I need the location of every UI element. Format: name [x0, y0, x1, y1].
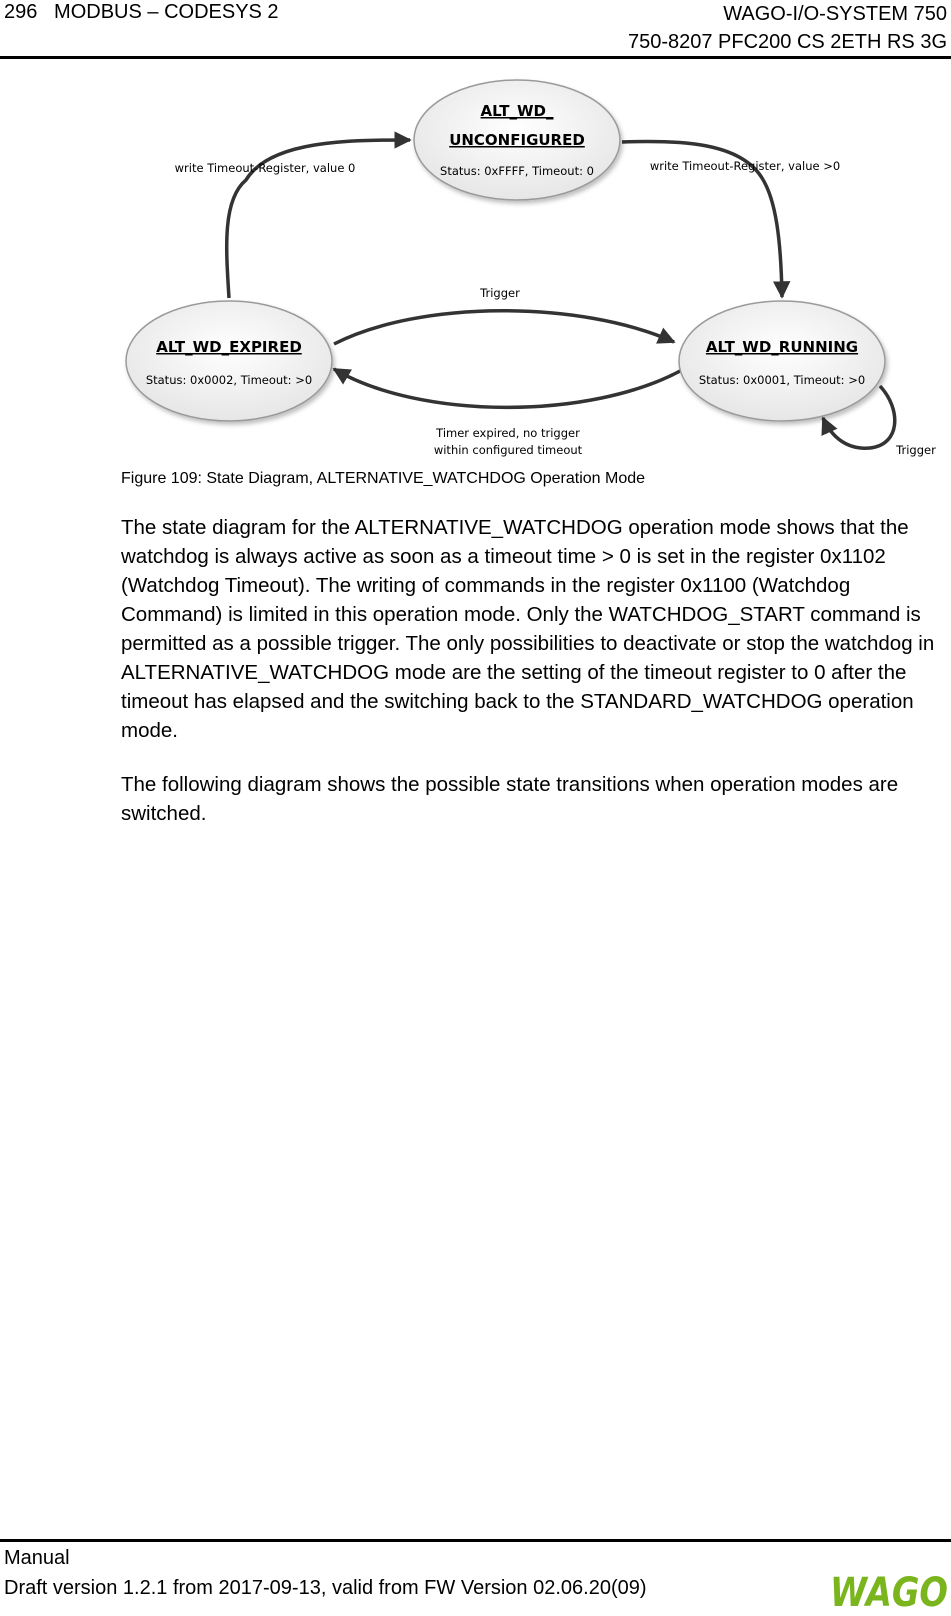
state-unconfigured-status: Status: 0xFFFF, Timeout: 0 [440, 164, 594, 178]
state-running [679, 301, 885, 421]
footer-doc-type: Manual [4, 1547, 70, 1569]
transition-expired-to-running [334, 311, 674, 344]
state-unconfigured-title-1: ALT_WD_ [480, 102, 554, 120]
page-number: 296 [4, 1, 38, 23]
product-line: WAGO-I/O-SYSTEM 750 [723, 3, 947, 25]
page-header-left [4, 0, 279, 24]
wago-logo [829, 1568, 949, 1612]
footer-draft-info: Draft version 1.2.1 from 2017-09-13, valid from FW Version 02.06.20(09) [4, 1577, 647, 1599]
label-running-to-expired-2: within configured timeout [433, 443, 583, 457]
label-running-self: Trigger [896, 443, 936, 457]
label-expired-to-unconfigured: write Timeout-Register, value 0 [174, 161, 356, 175]
state-expired [126, 301, 332, 421]
state-running-title: ALT_WD_RUNNING [705, 338, 859, 356]
state-unconfigured [414, 80, 620, 200]
state-expired-status: Status: 0x0002, Timeout: >0 [145, 373, 313, 387]
state-running-status: Status: 0x0001, Timeout: >0 [698, 373, 866, 387]
body-paragraph: The following diagram shows the possible state transitions when operation modes are switched. [121, 773, 899, 825]
state-diagram [0, 60, 951, 470]
transition-running-to-expired [334, 369, 682, 407]
header-rule [0, 56, 951, 59]
state-expired-title: ALT_WD_EXPIRED [156, 338, 302, 356]
label-unconfigured-to-running: write Timeout-Register, value >0 [649, 159, 841, 173]
figure-caption: Figure 109: State Diagram, ALTERNATIVE_WATCHDOG Operation Mode [121, 470, 646, 487]
label-running-to-expired-1: Timer expired, no trigger [436, 426, 580, 440]
section-title: MODBUS – CODESYS 2 [54, 1, 279, 23]
product-model: 750-8207 PFC200 CS 2ETH RS 3G [627, 31, 947, 53]
state-unconfigured-title-2: UNCONFIGURED [449, 131, 585, 149]
wago-logo-text: WAGO [830, 1570, 948, 1612]
footer-rule [0, 1539, 951, 1542]
page-header-right [628, 0, 947, 56]
body-paragraph: The state diagram for the ALTERNATIVE_WATCHDOG operation mode shows that the watchdog is always active as soon as a timeout time > 0 is set in the register 0x1102 (Watchdog Timeout). The writing of commands in the register 0x1100 (Watchdog Command) is limited in this operation mode. Only the WATCHDOG_START command is permitted as a possible trigger. The only possibilities to deactivate or stop the watchdog in ALTERNATIVE_WATCHDOG mode are the setting of the timeout register to 0 after the timeout has elapsed and the switching back to the STANDARD_WATCHDOG operation mode. [121, 516, 935, 742]
label-expired-to-running: Trigger [480, 286, 520, 300]
